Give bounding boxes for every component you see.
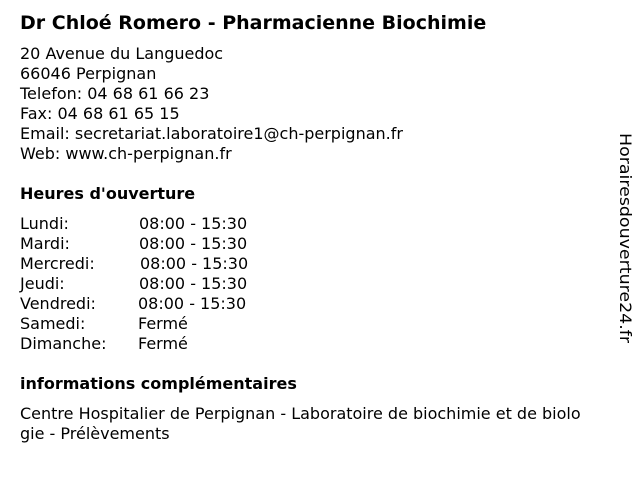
opening-hours-list <box>20 214 320 354</box>
opening-hours-heading: Heures d'ouverture <box>20 184 196 203</box>
watermark <box>612 133 638 345</box>
day-label: Samedi: <box>20 314 86 333</box>
website-address: Web: www.ch-perpignan.fr <box>20 144 232 163</box>
day-label: Mercredi: <box>20 254 95 273</box>
time-value: 08:00 - 15:30 <box>139 214 248 233</box>
hours-row-saturday <box>20 314 320 334</box>
contact-block <box>20 44 403 164</box>
hours-row-wednesday <box>20 254 320 274</box>
additional-info-text <box>20 404 581 444</box>
hours-row-thursday <box>20 274 320 294</box>
day-label: Jeudi: <box>20 274 65 293</box>
hours-row-monday <box>20 214 320 234</box>
time-value: Fermé <box>138 334 188 353</box>
time-value: Fermé <box>138 314 188 333</box>
day-label: Mardi: <box>20 234 70 253</box>
day-label: Vendredi: <box>20 294 96 313</box>
time-value: 08:00 - 15:30 <box>138 294 247 313</box>
fax-number: Fax: 04 68 61 65 15 <box>20 104 180 123</box>
time-value: 08:00 - 15:30 <box>139 274 248 293</box>
page-title: Dr Chloé Romero - Pharmacienne Biochimie <box>20 12 487 34</box>
watermark-text: Horairesdouverture24.fr <box>616 133 635 327</box>
hours-row-friday <box>20 294 320 314</box>
day-label: Dimanche: <box>20 334 107 353</box>
time-value: 08:00 - 15:30 <box>140 254 249 273</box>
hours-row-tuesday <box>20 234 320 254</box>
additional-info-heading: informations complémentaires <box>20 374 297 393</box>
address-city: 66046 Perpignan <box>20 64 157 83</box>
watermark-svg <box>612 133 638 345</box>
address-street: 20 Avenue du Languedoc <box>20 44 224 63</box>
additional-info-line: Centre Hospitalier de Perpignan - Laboratoire de biochimie et de biolo <box>20 404 581 423</box>
email-address: Email: secretariat.laboratoire1@ch-perpignan.fr <box>20 124 403 143</box>
phone-number: Telefon: 04 68 61 66 23 <box>20 84 210 103</box>
time-value: 08:00 - 15:30 <box>139 234 248 253</box>
hours-row-sunday <box>20 334 320 354</box>
day-label: Lundi: <box>20 214 69 233</box>
additional-info-line: gie - Prélèvements <box>20 424 170 443</box>
